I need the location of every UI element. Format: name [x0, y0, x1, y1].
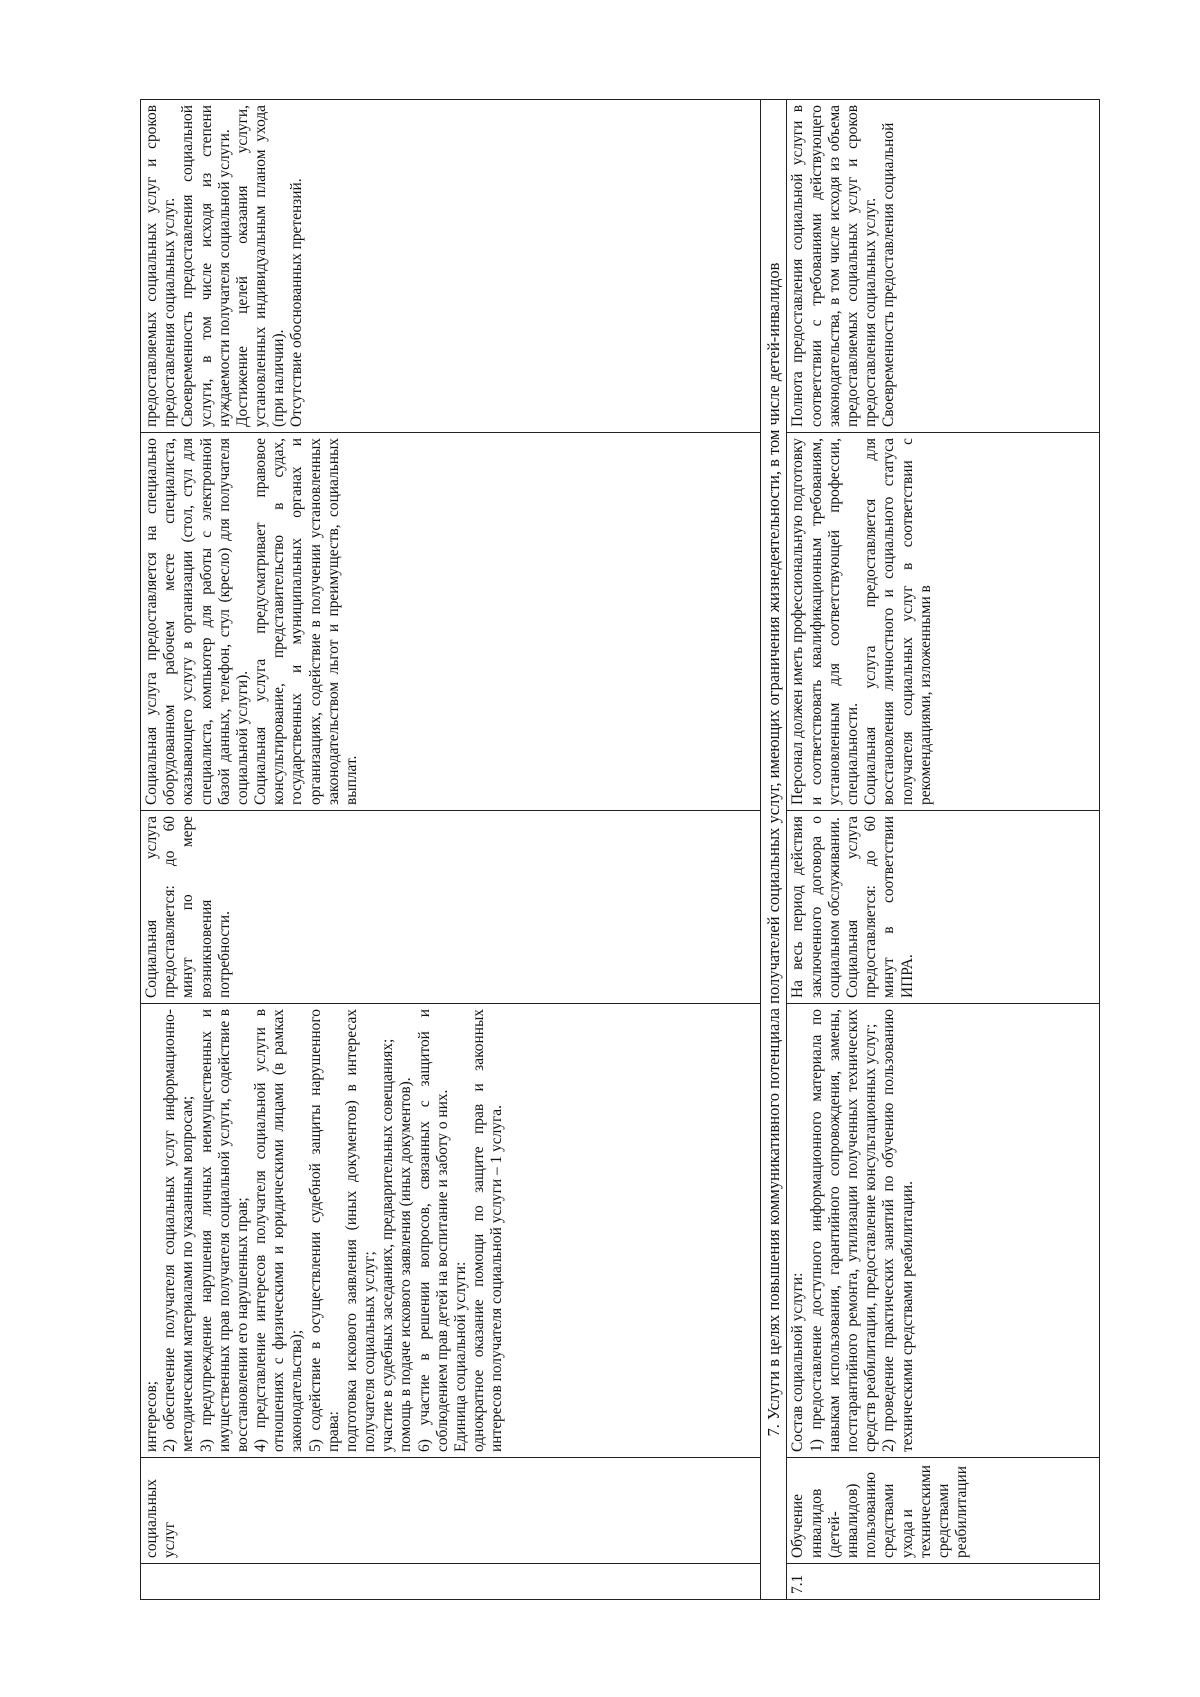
cell-service-quality: Полнота предоставления социальной услуги в соответствии с требованиями действующего законодательства, в том числе исходя из объема предоставляемых социальных услуг и сроков предоставления социальных услуг. Своевременность предоставления социальной [787, 100, 1100, 433]
cell-service-name: социальных услуг [141, 1458, 761, 1564]
cell-service-conditions: Социальная услуга предоставляется на специально оборудованном рабочем месте специалиста, оказывающего услугу в организации (стол, стул для специалиста, компьютер для работы с электронной базой данных, телефон, стул (кресло) для получателя социальной услуги). Социальная услуга предусматривает правовое консультирование, представительство в судах, государственных и муниципальных органах и организациях, содействие в получении установленных законодательством льгот и преимуществ, социальных выплат. [141, 433, 761, 811]
rotated-landscape-page [140, 100, 1100, 1600]
cell-service-period: Социальная услуга предоставляется: до 60 минут по мере возникновения потребности. [141, 811, 761, 1004]
cell-service-name: Обучение инвалидов (детей-инвалидов) пользованию средствами ухода и техническими средствами реабилитации [787, 1458, 1100, 1564]
cell-service-content: интересов; 2) обеспечение получателя социальных услуг информационно-методическими материалами по указанным вопросам; 3) предупреждение нарушения личных неимущественных и имущественных прав получателя социальной услуги, содействие в восстановлении его нарушенных прав; 4) представление интересов получателя социальной услуги в отношениях с физическими и юридическими лицами (в рамках законодательства); 5) содействие в осуществлении судебной защиты нарушенного права: подготовка искового заявления (иных документов) в интересах получателя социальных услуг; участие в судебных заседаниях, предварительных совещаниях; помощь в подаче искового заявления (иных документов). 6) участие в решении вопросов, связанных с защитой и соблюдением прав детей на воспитание и заботу о них. Единица социальной услуги: однократное оказание помощи по защите прав и законных интересов получателя социальной услуги – 1 услуга. [141, 1004, 761, 1458]
section-header-row [761, 100, 787, 1600]
services-table [140, 99, 1100, 1600]
table-row [787, 100, 1100, 1600]
cell-service-quality: предоставляемых социальных услуг и сроков предоставления социальных услуг. Своевременность предоставления социальной услуги, в том числе исходя из степени нуждаемости получателя социальной услуги. Достижение целей оказания услуги, установленных индивидуальным планом ухода (при наличии). Отсутствие обоснованных претензий. [141, 100, 761, 433]
cell-service-period: На весь период действия заключенного договора о социальном обслуживании. Социальная услуга предоставляется: до 60 минут в соответствии ИПРА. [787, 811, 1100, 1004]
section-title: 7. Услуги в целях повышения коммуникативного потенциала получателей социальных услуг, имеющих ограничения жизнедеятельности, в том числе детей-инвалидов [761, 100, 787, 1600]
cell-number-empty [141, 1564, 761, 1600]
cell-number: 7.1 [787, 1564, 1100, 1600]
cell-service-content: Состав социальной услуги: 1) предоставление доступного информационного материала по навыкам использования, гарантийного сопровождения, замены, постгарантийного ремонта, утилизации полученных технических средств реабилитации, предоставление консультационных услуг; 2) проведение практических занятий по обучению пользованию техническими средствами реабилитации. [787, 1004, 1100, 1458]
table-row [141, 100, 761, 1600]
cell-service-conditions: Персонал должен иметь профессиональную подготовку и соответствовать квалификационным требованиям, установленным для соответствующей профессии, специальности. Социальная услуга предоставляется для восстановления личностного и социального статуса получателя социальных услуг в соответствии с рекомендациями, изложенными в [787, 433, 1100, 811]
